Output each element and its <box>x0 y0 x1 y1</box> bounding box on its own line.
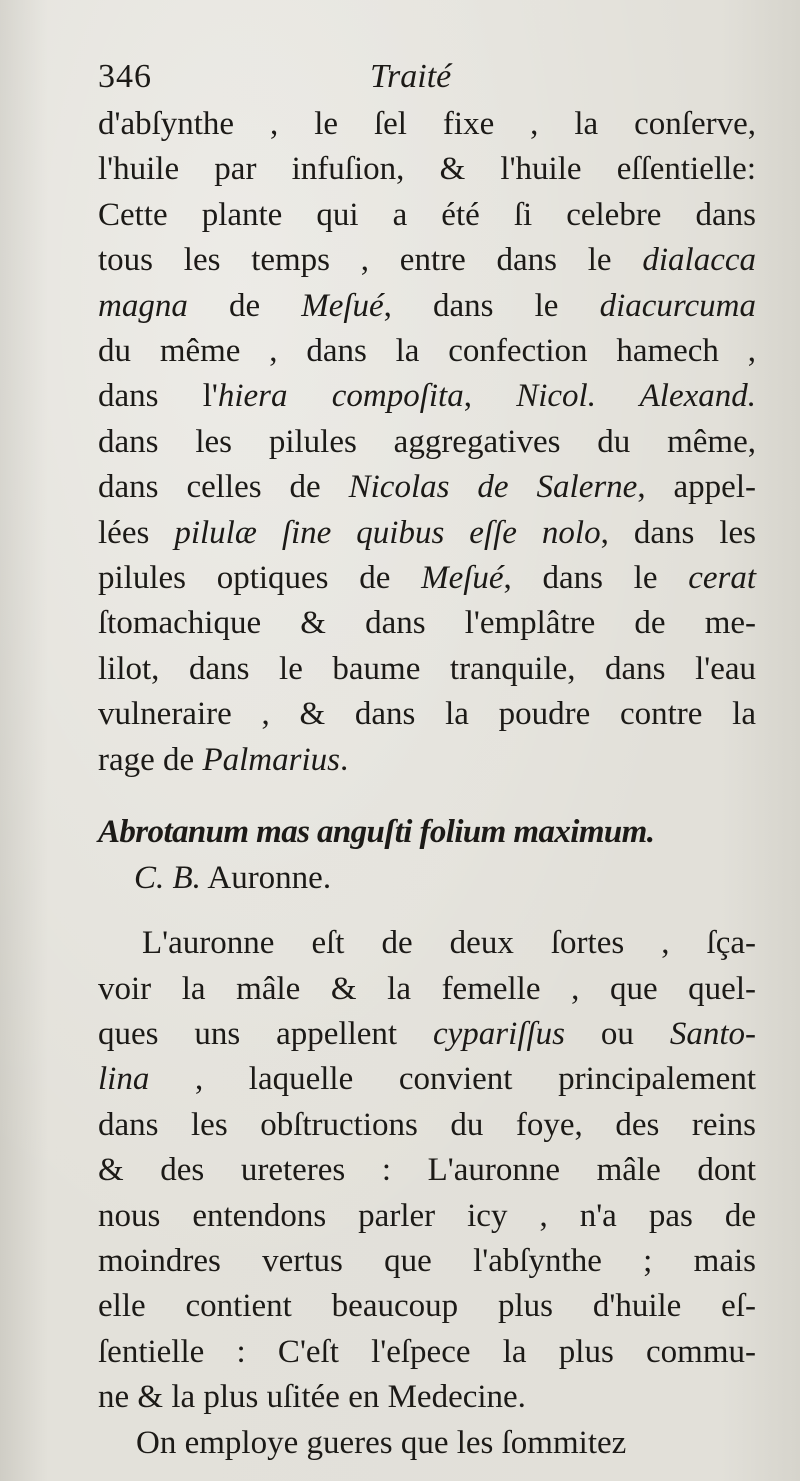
text-line: du même , dans la confection hamech , <box>98 333 756 370</box>
text-line: dans l'hiera compoſita, Nicol. Alexand. <box>98 378 756 415</box>
text-line: & des ureteres : L'auronne mâle dont <box>98 1152 756 1189</box>
text-line: rage de Palmarius. <box>98 741 349 778</box>
text-line: nous entendons parler icy , n'a pas de <box>98 1197 756 1234</box>
text-line: voir la mâle & la femelle , que quel- <box>98 970 756 1007</box>
text-line: lées pilulæ ſine quibus eſſe nolo, dans les <box>98 514 756 551</box>
french-plant-name: Auronne. <box>207 860 332 897</box>
text-line: l'huile par infuſion, & l'huile eſſentielle: <box>98 151 756 188</box>
text-line: dans les pilules aggregatives du même, <box>98 423 756 460</box>
text-line: dans les obſtructions du foye, des reins <box>98 1106 756 1143</box>
text-line: dans celles de Nicolas de Salerne, appel- <box>98 469 756 506</box>
italic-name: Nicolas de Salerne <box>348 469 638 506</box>
text-line: d'abſynthe , le ſel fixe , la conſerve, <box>98 106 756 142</box>
text-line: ne & la plus uſitée en Medecine. <box>98 1379 526 1416</box>
italic-term: cypariſſus <box>433 1015 565 1052</box>
italic-term: lina <box>98 1061 150 1098</box>
heading-second-line <box>98 855 756 901</box>
italic-term: cerat <box>688 560 757 597</box>
italic-term: Santo- <box>669 1015 756 1052</box>
text-line: On employe gueres que les ſommitez <box>136 1424 627 1461</box>
text-line: pilules optiques de Meſué, dans le cerat <box>98 560 757 597</box>
text-line: ſentielle : C'eſt l'eſpece la plus commu- <box>98 1333 756 1370</box>
italic-name: Palmarius <box>202 741 340 778</box>
italic-term: dialacca <box>642 242 756 279</box>
text-line: lilot, dans le baume tranquile, dans l'eau <box>98 650 756 687</box>
italic-term: diacurcuma <box>599 287 756 324</box>
italic-name: Meſué <box>301 287 384 324</box>
text-line: ques uns appellent cypariſſus ou Santo- <box>98 1015 756 1052</box>
running-title: Traité <box>370 58 452 95</box>
italic-term: pilulæ ſine quibus eſſe nolo <box>174 514 601 551</box>
botanical-authority: C. B. <box>134 860 201 897</box>
text-line: Cette plante qui a été ſi celebre dans <box>98 196 756 233</box>
italic-name: Nicol. Alexand. <box>516 378 756 415</box>
italic-name: Meſué <box>421 560 504 597</box>
text-line: lina , laquelle convient principalement <box>98 1061 756 1098</box>
plant-entry-heading <box>98 809 756 901</box>
paragraph-auronne <box>98 921 756 1420</box>
page-number: 346 <box>98 58 152 95</box>
text-line: moindres vertus que l'abſynthe ; mais <box>98 1242 756 1279</box>
text-line: L'auronne eſt de deux ſortes , ſça- <box>142 925 756 962</box>
text-line: tous les temps , entre dans le dialacca <box>98 242 756 279</box>
text-line: magna de Meſué, dans le diacurcuma <box>98 287 756 324</box>
paragraph-sommitez <box>98 1421 756 1466</box>
running-head <box>98 58 756 102</box>
text-line: vulneraire , & dans la poudre contre la <box>98 696 756 733</box>
italic-term: hiera compoſita <box>217 378 464 415</box>
latin-plant-name: Abrotanum mas anguſti folium maximum. <box>98 814 655 851</box>
text-line: elle contient beaucoup plus d'huile eſ- <box>98 1288 756 1325</box>
italic-term: magna <box>98 287 188 324</box>
text-line: ſtomachique & dans l'emplâtre de me- <box>98 605 756 642</box>
paragraph-absinthe-uses <box>98 102 756 783</box>
